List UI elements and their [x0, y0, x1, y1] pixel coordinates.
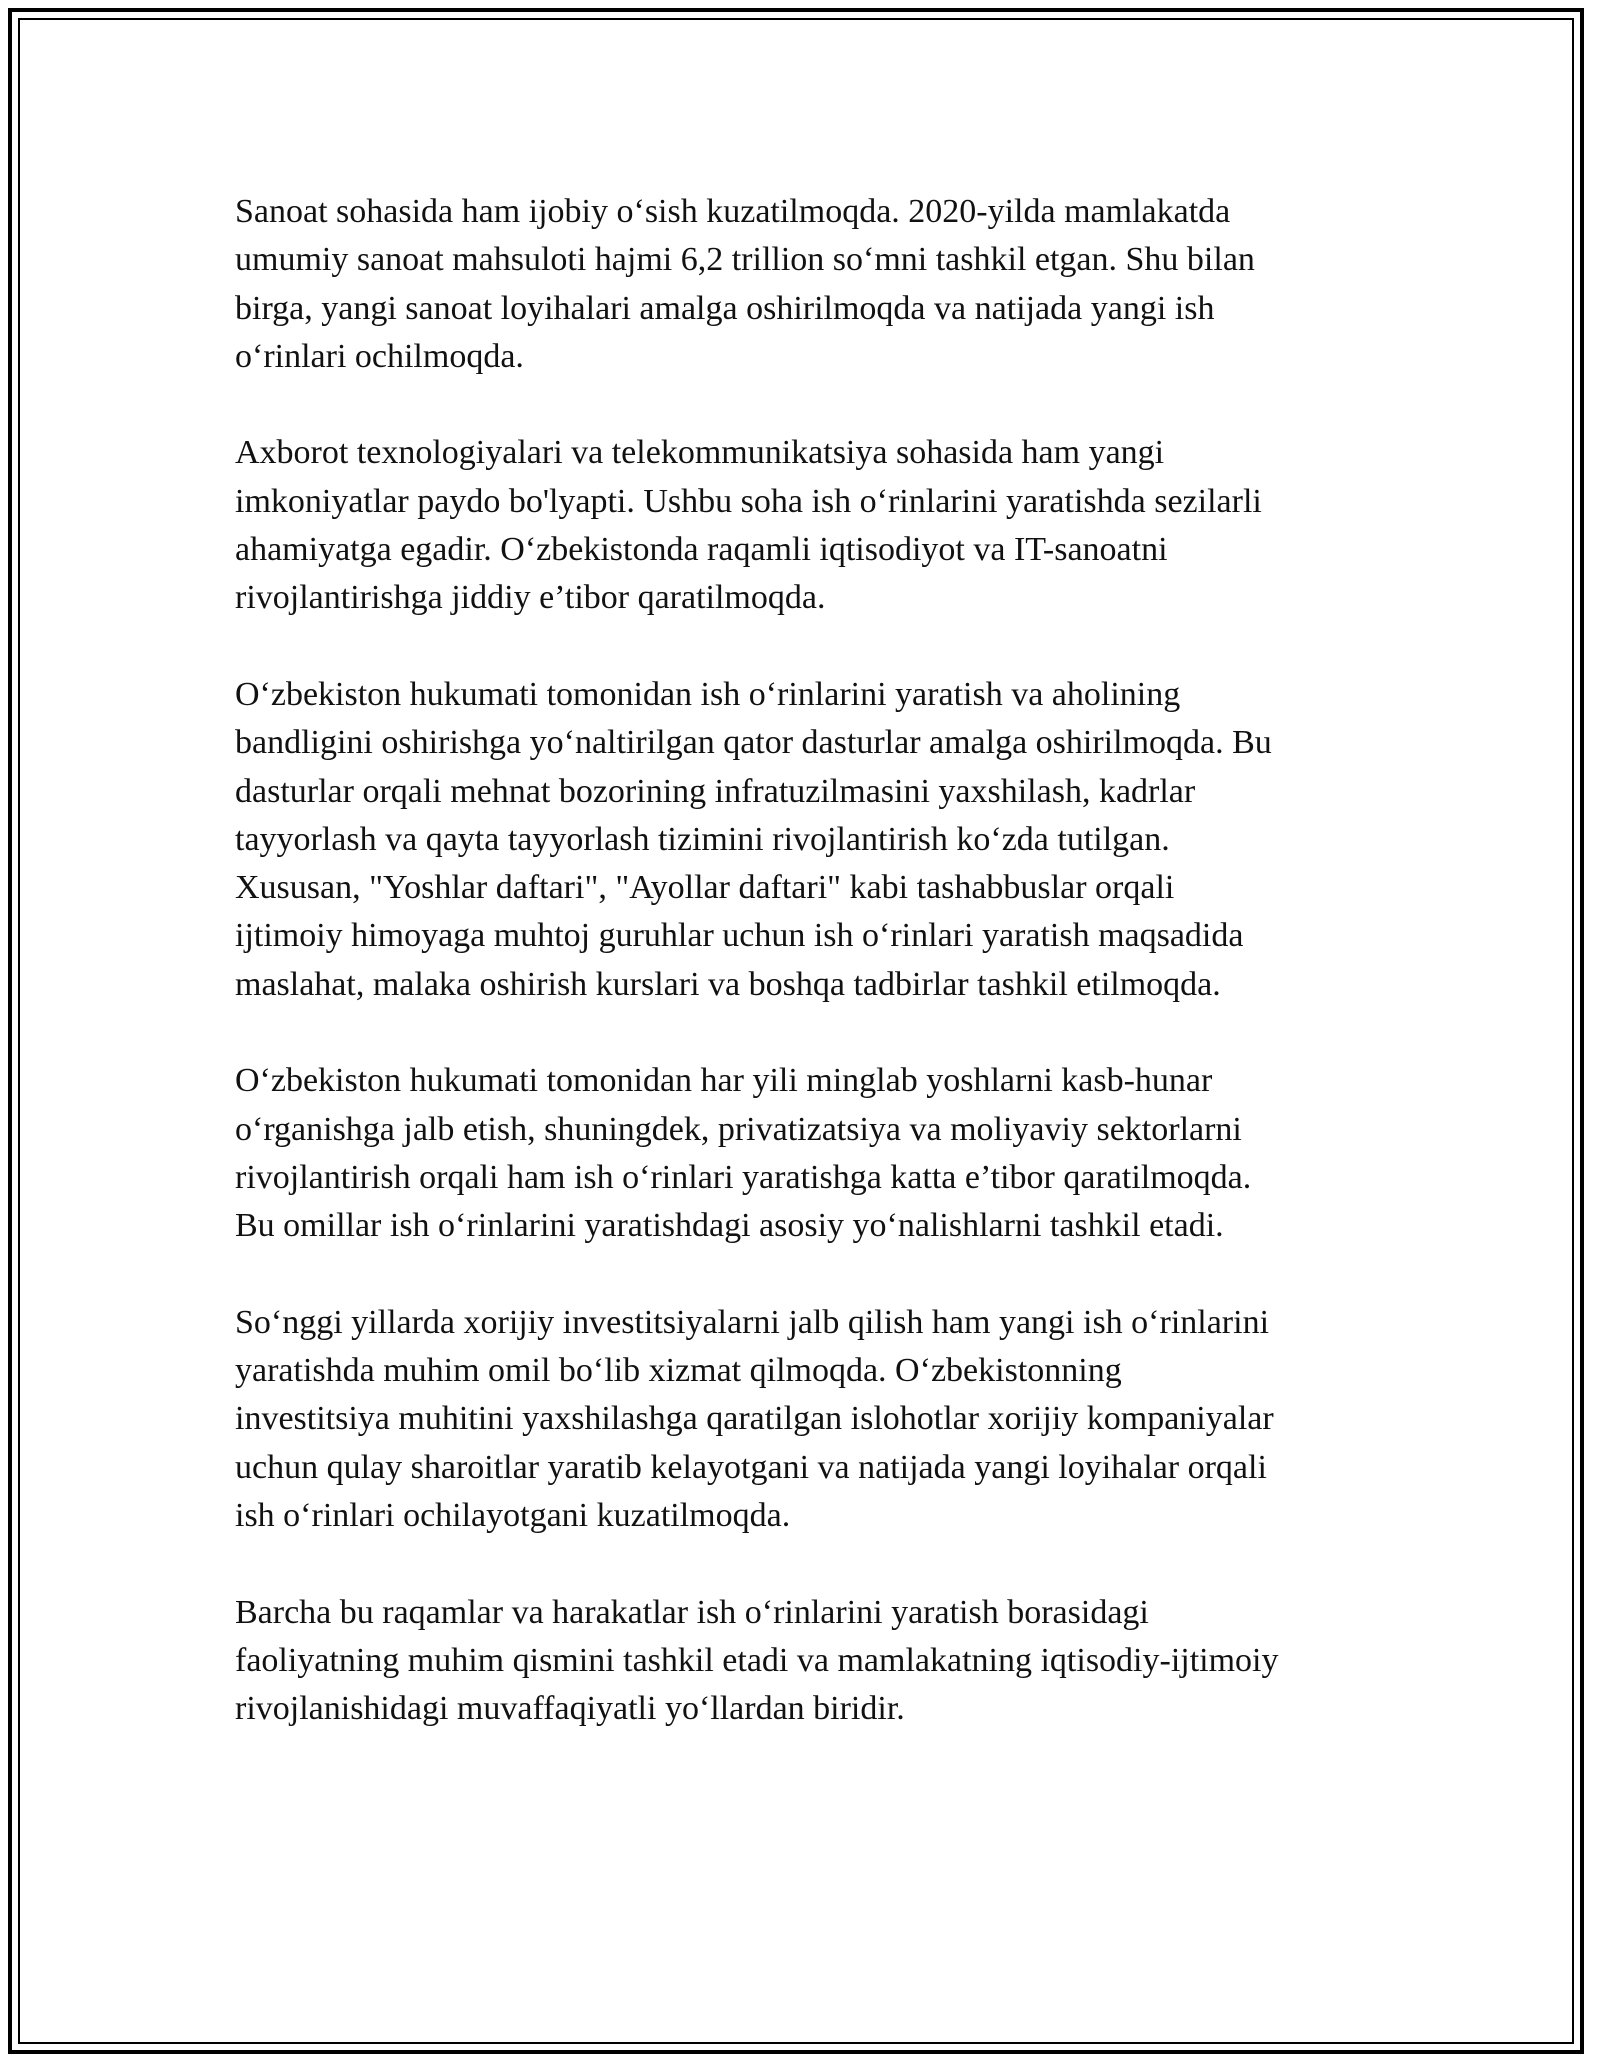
paragraph-foreign-investment: So‘nggi yillarda xorijiy investitsiyalarni jalb qilish ham yangi ish o‘rinlarini yaratishda muhim omil bo‘lib xizmat qilmoqda. O‘zbekistonning investitsiya muhitini yaxshilashga qaratilgan islohotlar xorijiy kompaniyalar uchun qulay sharoitlar yaratib kelayotgani va natijada yangi loyihalar orqali ish o‘rinlari ochilayotgani kuzatilmoqda.	[235, 1303, 1274, 1535]
paragraph-youth-vocational: O‘zbekiston hukumati tomonidan har yili minglab yoshlarni kasb-hunar o‘rganishga jalb etish, shuningdek, privatizatsiya va moliyaviy sektorlarni rivojlantirish orqali ham ish o‘rinlari yaratishga katta e’tibor qaratilmoqda. Bu omillar ish o‘rinlarini yaratishdagi asosiy yo‘nalishlarni tashkil etadi.	[235, 1062, 1252, 1245]
document-body	[235, 188, 1385, 1782]
paragraph-government-programs: O‘zbekiston hukumati tomonidan ish o‘rinlarini yaratish va aholining bandligini oshirishga yo‘naltirilgan qator dasturlar amalga oshirilmoqda. Bu dasturlar orqali mehnat bozorining infratuzilmasini yaxshilash, kadrlar tayyorlash va qayta tayyorlash tizimini rivojlantirish ko‘zda tutilgan. Xususan, "Yoshlar daftari", "Ayollar daftari" kabi tashabbuslar orqali ijtimoiy himoyaga muhtoj guruhlar uchun ish o‘rinlari yaratish maqsadida maslahat, malaka oshirish kurslari va boshqa tadbirlar tashkil etilmoqda.	[235, 675, 1272, 1003]
paragraph-it-telecom: Axborot texnologiyalari va telekommunikatsiya sohasida ham yangi imkoniyatlar paydo bo'lyapti. Ushbu soha ish o‘rinlarini yaratishda sezilarli ahamiyatga egadir. O‘zbekistonda raqamli iqtisodiyot va IT-sanoatni rivojlantirishga jiddiy e’tibor qaratilmoqda.	[235, 434, 1262, 617]
paragraph-industry: Sanoat sohasida ham ijobiy o‘sish kuzatilmoqda. 2020-yilda mamlakatda umumiy sanoat mahsuloti hajmi 6,2 trillion so‘mni tashkil etgan. Shu bilan birga, yangi sanoat loyihalari amalga oshirilmoqda va natijada yangi ish o‘rinlari ochilmoqda.	[235, 193, 1255, 375]
paragraph-conclusion: Barcha bu raqamlar va harakatlar ish o‘rinlarini yaratish borasidagi faoliyatning muhim qismini tashkil etadi va mamlakatning iqtisodiy-ijtimoiy rivojlanishidagi muvaffaqiyatli yo‘llardan biridir.	[235, 1593, 1279, 1728]
